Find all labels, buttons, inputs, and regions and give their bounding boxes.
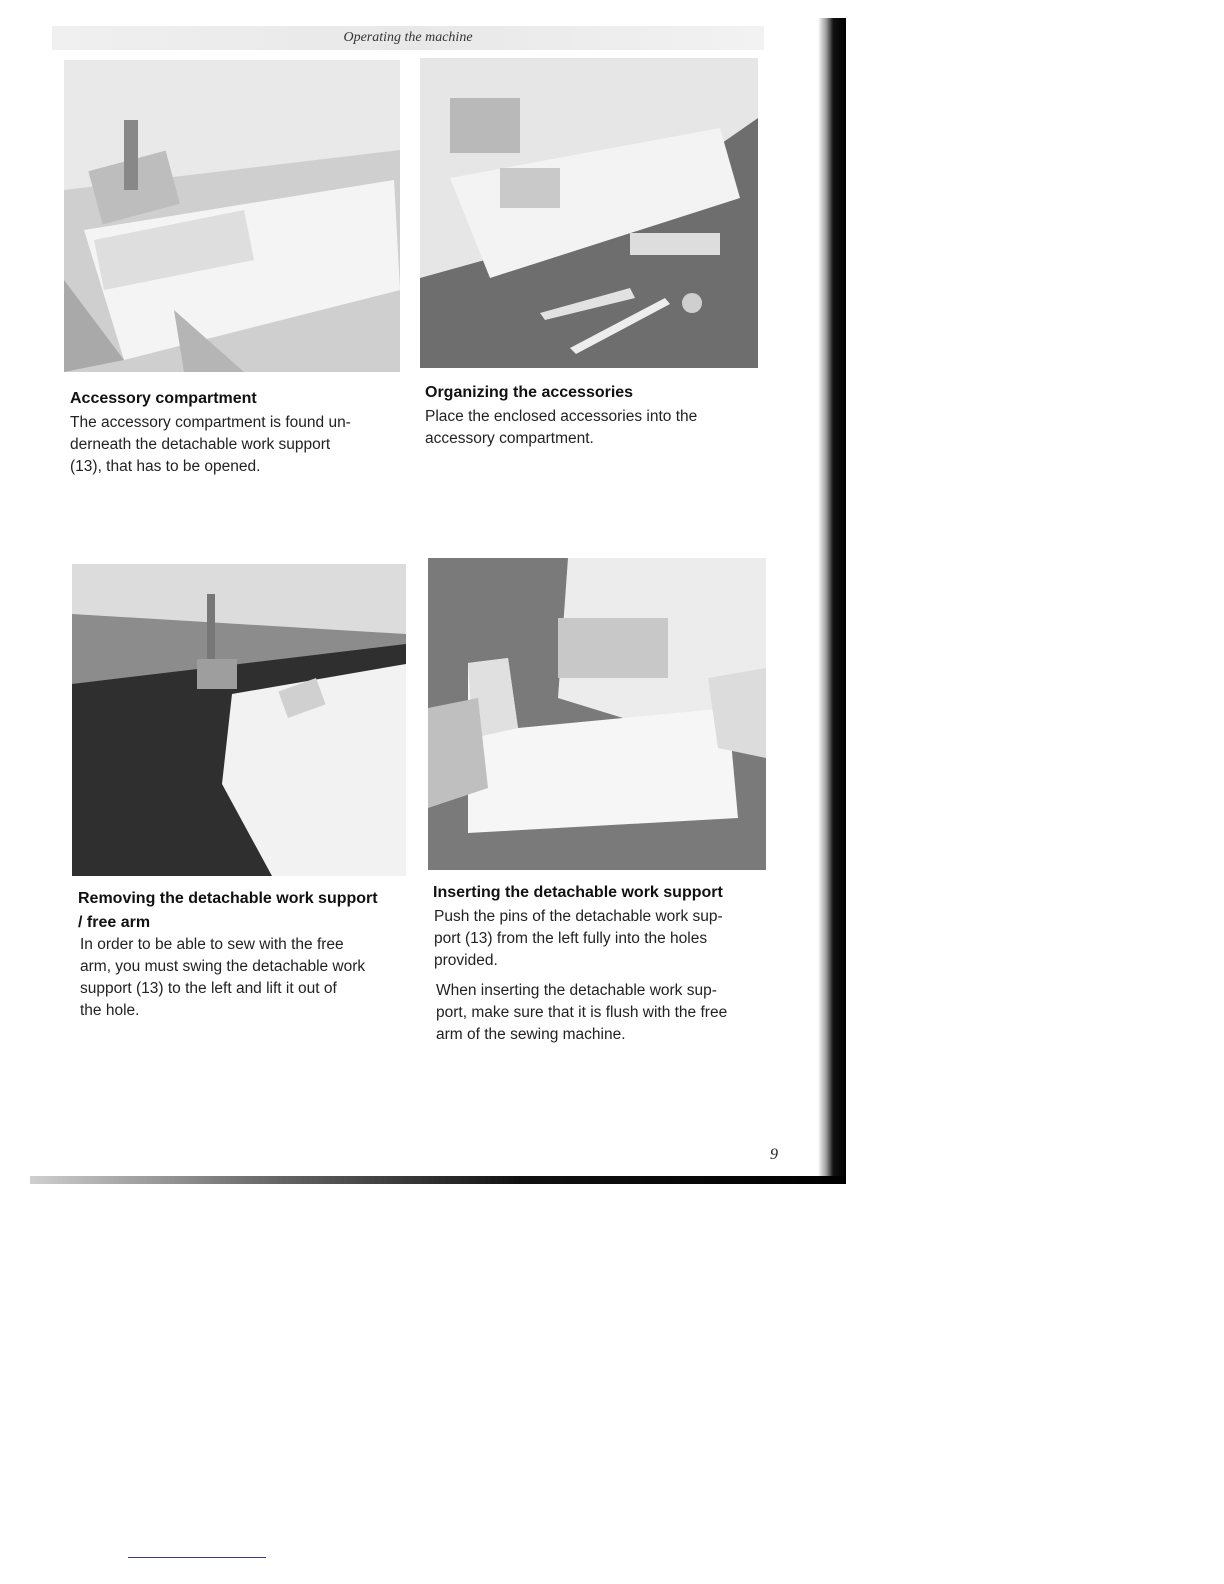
text-line: accessory compartment.	[425, 430, 594, 447]
heading-organizing-accessories: Organizing the accessories	[425, 384, 634, 401]
page-header	[52, 26, 764, 50]
page-edge-bottom	[30, 1176, 846, 1184]
text-line: port (13) from the left fully into the holes	[434, 930, 708, 947]
text-line: arm of the sewing machine.	[436, 1026, 626, 1043]
heading-removing-work-support-line2: / free arm	[78, 914, 151, 931]
text-line: (13), that has to be opened.	[70, 458, 261, 475]
heading-removing-work-support: Removing the detachable work support	[78, 890, 378, 907]
text-line: port, make sure that it is flush with the free	[436, 1004, 728, 1021]
text-line: arm, you must swing the detachable work	[80, 958, 366, 975]
heading-accessory-compartment: Accessory compartment	[70, 390, 257, 407]
page-number: 9	[770, 1146, 778, 1163]
photo-organizing-accessories	[420, 58, 758, 368]
photo-accessory-compartment	[64, 60, 400, 372]
text-line: When inserting the detachable work sup-	[436, 982, 717, 999]
text-line: provided.	[434, 952, 498, 969]
text-line: In order to be able to sew with the free	[80, 936, 344, 953]
text-line: support (13) to the left and lift it out of	[80, 980, 337, 997]
page-edge-right	[818, 18, 846, 1182]
text-line: derneath the detachable work support	[70, 436, 331, 453]
footnote-divider	[128, 1557, 266, 1558]
text-line: Push the pins of the detachable work sup-	[434, 908, 723, 925]
photo-removing-work-support	[72, 564, 406, 876]
text-line: Place the enclosed accessories into the	[425, 408, 698, 425]
text-line: the hole.	[80, 1002, 140, 1019]
photo-inserting-work-support	[428, 558, 766, 870]
page-header-title: Operating the machine	[343, 30, 473, 45]
heading-inserting-work-support: Inserting the detachable work support	[433, 884, 723, 901]
text-line: The accessory compartment is found un-	[70, 414, 351, 431]
